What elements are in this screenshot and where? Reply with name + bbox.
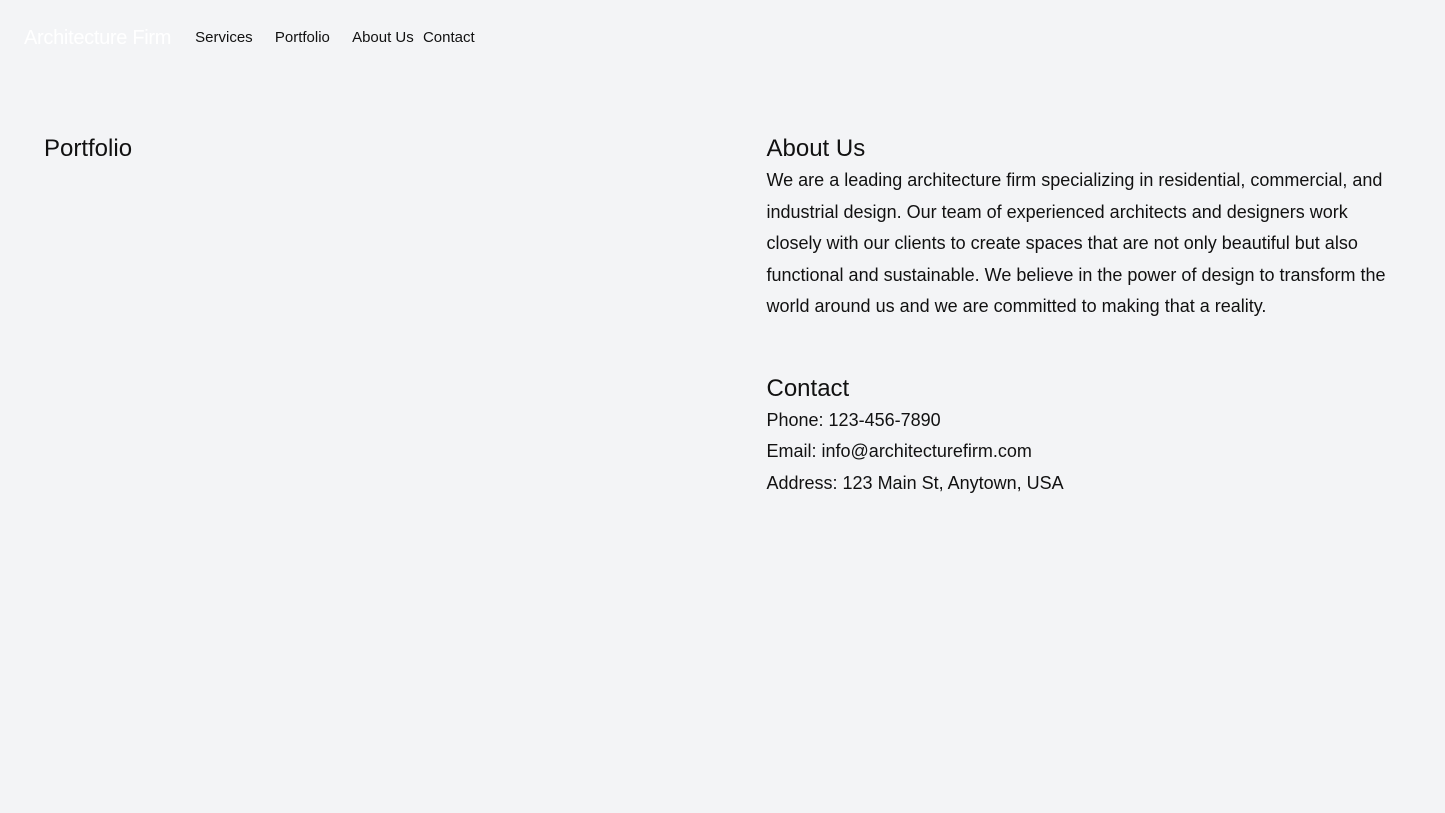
nav-link-about-us[interactable]: About Us [352,29,414,46]
brand-title: Architecture Firm [24,27,172,49]
nav-link-portfolio[interactable]: Portfolio [274,29,330,46]
contact-heading: Contact [766,374,850,402]
portfolio-section [0,76,723,205]
right-column [723,76,1445,539]
top-nav [0,0,1445,76]
contact-email: Email: info@architecturefirm.com [766,441,1032,461]
contact-section [767,373,1402,500]
portfolio-heading: Portfolio [44,135,133,162]
contact-phone: Phone: 123-456-7890 [766,409,941,430]
nav-link-services[interactable]: Services [195,29,253,46]
about-paragraph: We are a leading architecture firm specializing in residential, commercial, and industrial design. Our team of experienced architects and designers work closely with our clients to create spaces that are not only beautiful but also functional and sustainable. We believe in the power of design to transform the world around us and we are committed to making that a reality. [766,170,1386,316]
main-content [0,76,1445,539]
about-heading: About Us [766,135,866,162]
nav-links [195,28,1421,48]
about-section [767,133,1402,323]
nav-link-contact[interactable]: Contact [422,29,475,46]
contact-address: Address: 123 Main St, Anytown, USA [766,472,1064,493]
